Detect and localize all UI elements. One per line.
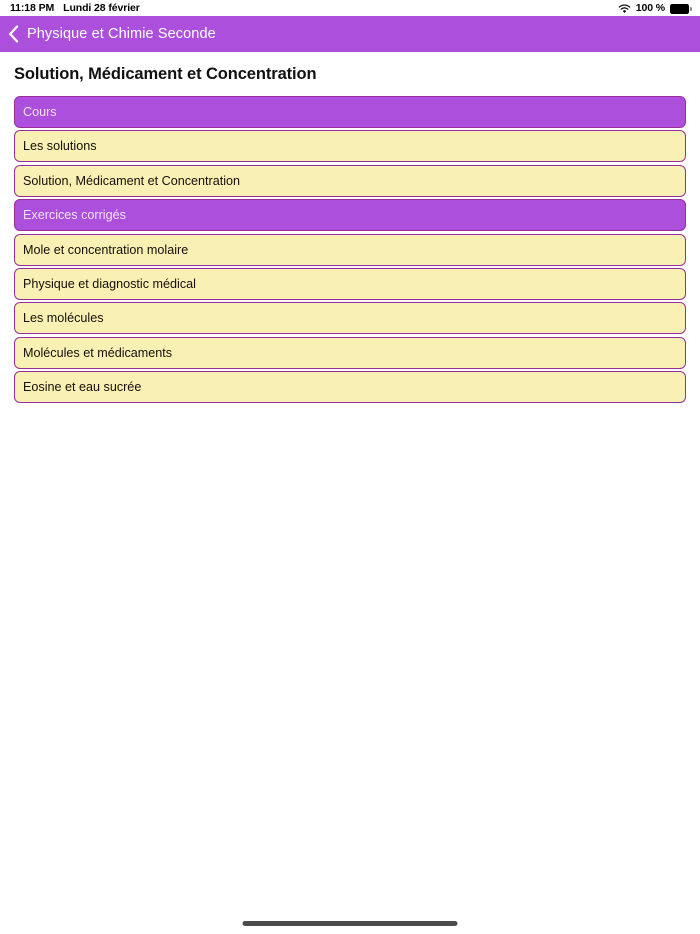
status-date: Lundi 28 février [63,2,140,14]
list-item[interactable] [14,234,686,266]
list-item[interactable] [14,130,686,162]
list-item-label: Eosine et eau sucrée [23,380,142,395]
list-item[interactable] [14,268,686,300]
status-bar [0,0,700,16]
status-bar-right [618,2,692,14]
list-item-label: Molécules et médicaments [23,345,173,360]
nav-title: Physique et Chimie Seconde [27,26,216,42]
back-button[interactable] [8,25,216,43]
list-item[interactable] [14,302,686,334]
list-section-header[interactable] [14,199,686,231]
navigation-bar [0,16,700,52]
list-item-label: Les molécules [23,311,104,326]
home-indicator [243,921,458,926]
list-section-label: Cours [23,105,57,119]
wifi-icon [618,4,631,14]
list-section-header[interactable] [14,96,686,128]
list-item[interactable] [14,165,686,197]
list-section-label: Exercices corrigés [23,208,126,223]
main-content [0,52,700,403]
list-item[interactable] [14,371,686,403]
list-item-label: Solution, Médicament et Concentration [23,173,241,188]
status-bar-left [10,2,140,14]
list-item-label: Physique et diagnostic médical [23,276,196,291]
list-item[interactable] [14,337,686,369]
chevron-left-icon[interactable] [8,25,19,43]
chapter-list [0,96,700,403]
battery-body [670,4,689,14]
list-item-label: Les solutions [23,139,97,154]
battery-full-icon [670,4,692,14]
list-item-label: Mole et concentration molaire [23,242,189,257]
status-time: 11:18 PM [10,2,55,14]
battery-percentage-label: 100 % [635,2,665,14]
page-title: Solution, Médicament et Concentration [14,65,317,83]
battery-cap [690,7,692,11]
